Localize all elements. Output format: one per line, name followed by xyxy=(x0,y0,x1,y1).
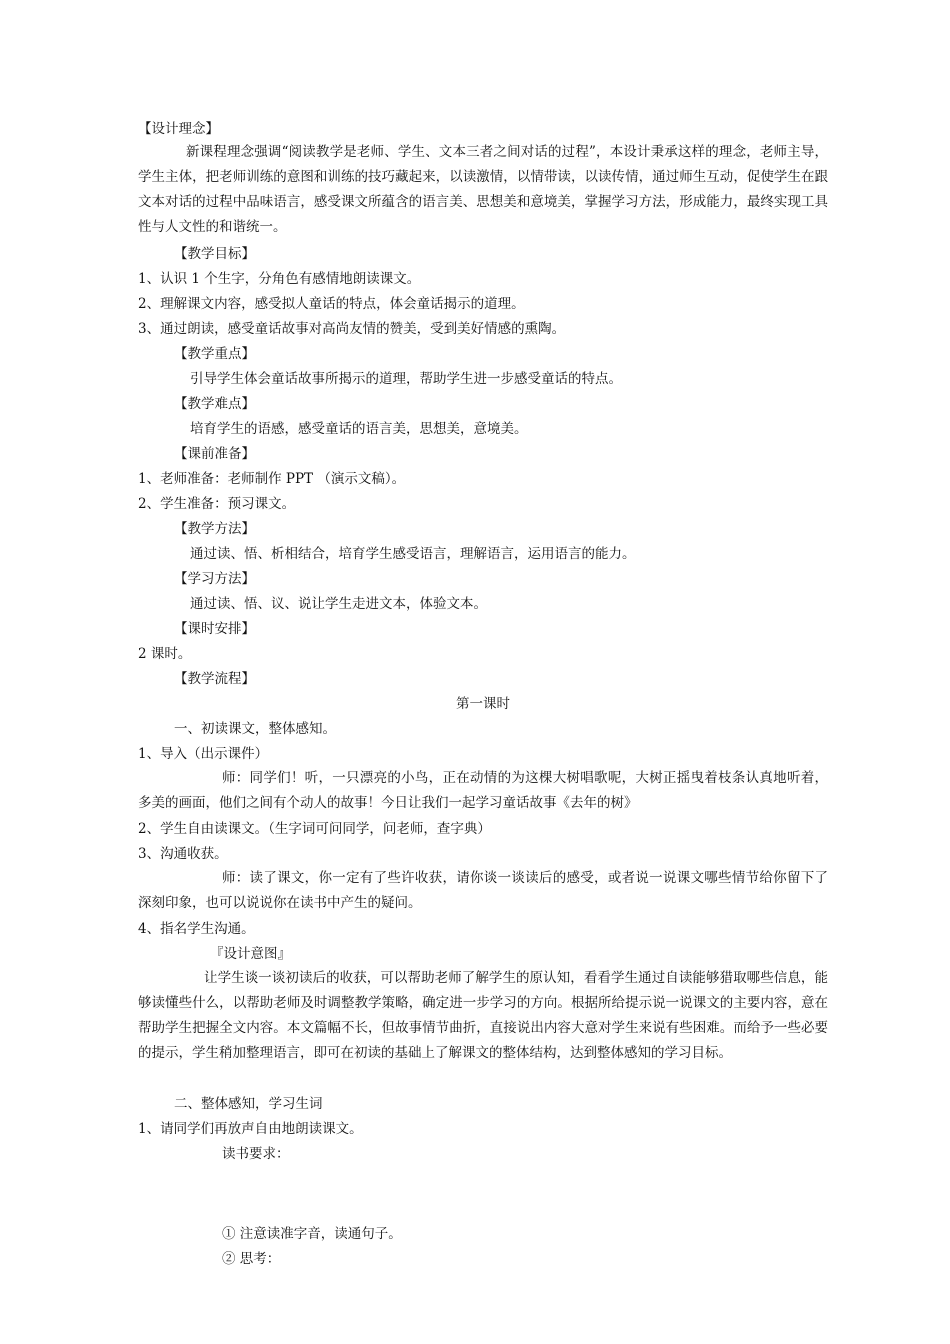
step-4-discussion: 4、指名学生沟通。 xyxy=(138,921,255,937)
step-1-teacher-talk: 师：同学们！听，一只漂亮的小鸟，正在动情的为这棵大树唱歌呢，大树正摇曳着枝条认真地听着，多美的画面，他们之间有个动人的故事！今日让我们一起学习童话故事《去年的树》 xyxy=(138,770,828,811)
paragraph-difficulties: 培育学生的语感，感受童话的语言美，思想美，意境美。 xyxy=(190,421,528,437)
section-1-title: 一、初读课文，整体感知。 xyxy=(174,721,336,737)
paragraph-learning-method: 通过读、悟、议、说让学生走进文本，体验文本。 xyxy=(190,596,487,612)
heading-learning-method: 【学习方法】 xyxy=(174,571,255,587)
paragraph-teaching-method: 通过读、悟、析相结合，培育学生感受语言，理解语言，运用语言的能力。 xyxy=(190,546,636,562)
goal-item-3: 3、通过朗读，感受童话故事对高尚友情的赞美，受到美好情感的熏陶。 xyxy=(138,321,566,337)
goal-item-1: 1、认识 1 个生字，分角色有感情地朗读课文。 xyxy=(138,271,421,287)
requirement-item-1: ① 注意读准字音，读通句子。 xyxy=(222,1226,402,1242)
step-3-sharing: 3、沟通收获。 xyxy=(138,846,228,862)
prep-item-1: 1、老师准备：老师制作 PPT （演示文稿）。 xyxy=(138,471,406,487)
section-2-title: 二、整体感知，学习生词 xyxy=(174,1096,323,1112)
paragraph-design-concept: 新课程理念强调“阅读教学是老师、学生、文本三者之间对话的过程”，本设计秉承这样的理念，老师主导，学生主体，把老师训练的意图和训练的技巧藏起来，以读激情，以情带读，以读传情，通过师生互动，促使学生在跟文本对话的过程中品味语言，感受课文所蕴含的语言美、思想美和意境美，掌握学习方法，形成能力，最终实现工具性与人文性的和谐统一。 xyxy=(138,144,828,235)
step-3-teacher-talk: 师：读了课文，你一定有了些许收获，请你谈一谈读后的感受，或者说一说课文哪些情节给你留下了深刻印象，也可以说说你在读书中产生的疑问。 xyxy=(138,870,828,911)
paragraph-design-intent: 让学生谈一谈初读后的收获，可以帮助老师了解学生的原认知，看看学生通过自读能够猎取哪些信息，能够读懂些什么，以帮助老师及时调整教学策略，确定进一步学习的方向。根据所给提示说一说课文的主要内容，意在帮助学生把握全文内容。本文篇幅不长，但故事情节曲折，直接说出内容大意对学生来说有些困难。而给予一些必要的提示，学生稍加整理语言，即可在初读的基础上了解课文的整体结构，达到整体感知的学习目标。 xyxy=(138,970,828,1061)
lesson-title: 第一课时 xyxy=(456,696,510,712)
heading-key-points: 【教学重点】 xyxy=(174,346,255,362)
heading-design-intent: 『设计意图』 xyxy=(210,946,291,962)
heading-teaching-flow: 【教学流程】 xyxy=(174,671,255,687)
heading-teaching-method: 【教学方法】 xyxy=(174,521,255,537)
step-2-free-reading: 2、学生自由读课文。（生字词可问同学，问老师，查字典） xyxy=(138,821,491,837)
heading-design-concept: 【设计理念】 xyxy=(138,121,219,137)
heading-difficulties: 【教学难点】 xyxy=(174,396,255,412)
prep-item-2: 2、学生准备：预习课文。 xyxy=(138,496,296,512)
goal-item-2: 2、理解课文内容，感受拟人童话的特点，体会童话揭示的道理。 xyxy=(138,296,525,312)
step-1-intro: 1、导入（出示课件） xyxy=(138,746,269,762)
reading-requirements-label: 读书要求： xyxy=(222,1146,290,1162)
requirement-item-2: ② 思考： xyxy=(222,1251,281,1267)
paragraph-schedule: 2 课时。 xyxy=(138,646,192,662)
paragraph-key-points: 引导学生体会童话故事所揭示的道理，帮助学生进一步感受童话的特点。 xyxy=(190,371,622,387)
heading-schedule: 【课时安排】 xyxy=(174,621,255,637)
section-2-step-1: 1、请同学们再放声自由地朗读课文。 xyxy=(138,1121,363,1137)
heading-preparation: 【课前准备】 xyxy=(174,446,255,462)
heading-teaching-goals: 【教学目标】 xyxy=(174,246,255,262)
